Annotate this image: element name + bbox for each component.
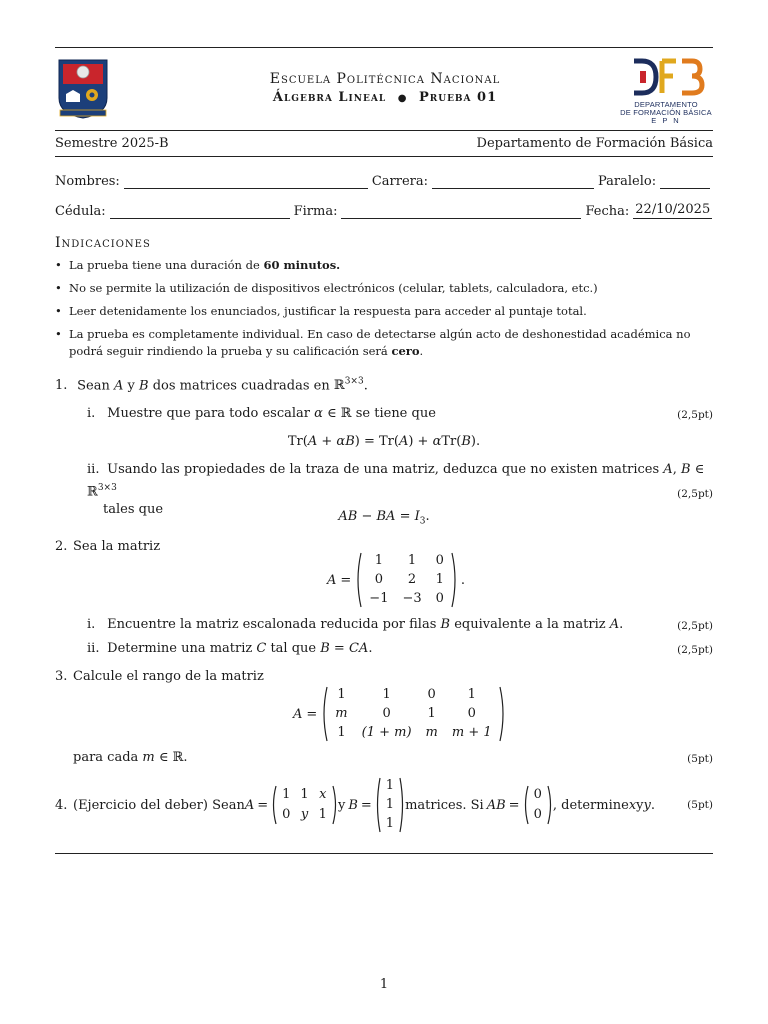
question-4: 4. (Ejercicio del deber) Sean A = 1 1 x 0 y 1 y B = 1 1 1 matrices. Si AB = 0 0 , determine x y y . (5pt) — [55, 780, 713, 830]
matrix-entry: 1 — [435, 571, 444, 587]
q1-commutator-equation: AB − BA = $I_3$. — [338, 509, 430, 527]
matrix-row — [362, 589, 451, 608]
indicacion-item: • La prueba tiene una duración de 60 minutos. — [55, 257, 715, 274]
matrix-row — [328, 705, 498, 724]
nombres-field[interactable] — [124, 176, 368, 189]
firma-field[interactable] — [341, 206, 581, 219]
title-block — [160, 71, 610, 105]
fecha-label: Fecha: — [585, 204, 630, 219]
matrix-row — [362, 552, 451, 571]
indicaciones-list — [55, 257, 715, 364]
q1-trace-equation: Tr(A + αB) = Tr(A) + αTr(B). — [287, 434, 481, 449]
question-2: 2. Sea la matriz — [55, 539, 161, 554]
matrix-entry: 1 — [282, 787, 291, 802]
matrix-entry: 0 — [435, 553, 444, 569]
separator-dot: ● — [397, 93, 408, 104]
dfb-line2: DE FORMACIÓN BÁSICA — [620, 108, 712, 117]
matrix-row — [362, 571, 451, 590]
page-number: 1 — [379, 977, 389, 992]
matrix-entry: −3 — [402, 590, 422, 606]
course-name: Álgebra Lineal — [272, 90, 387, 105]
matrix-entry: 1 — [385, 778, 395, 794]
matrix-entry: 0 — [282, 807, 291, 822]
semester-label: Semestre 2025-B — [55, 136, 169, 151]
bottom-rule — [55, 853, 713, 854]
q4-matrix-zero — [523, 785, 553, 825]
top-rule — [55, 47, 713, 48]
question-3: 3. Calcule el rango de la matriz — [55, 669, 264, 684]
fecha-value: 22/10/2025 — [635, 202, 711, 217]
matrix-entry: 1 — [337, 687, 346, 703]
q2-matrix-equation: A = 1 1 0 0 2 1 −1 −3 0 . — [327, 552, 465, 608]
matrix-entry: 0 — [467, 705, 476, 721]
q3-matrix — [321, 686, 505, 742]
matrix-entry: x — [319, 787, 327, 802]
matrix-entry: 0 — [427, 687, 436, 703]
q2ii-points: (2,5pt) — [677, 644, 713, 656]
matrix-entry: −1 — [369, 590, 389, 606]
matrix-row — [381, 814, 399, 833]
dfb-line3: E P N — [651, 116, 681, 125]
matrix-row — [328, 686, 498, 705]
indicaciones-heading: Indicaciones — [55, 235, 151, 251]
matrix-entry: (1 + m) — [361, 724, 412, 740]
indicacion-item: • Leer detenidamente los enunciados, justificar la respuesta para acceder al puntaje total. — [55, 303, 715, 320]
question-1-ii: ii. Usando las propiedades de la traza de una matriz, deduzca que no existen matrices A, B ∈ ℝ$^{3\times 3}$ tales que (2,5pt) — [87, 462, 713, 518]
nombres-label: Nombres: — [55, 174, 120, 189]
form-row-2 — [55, 202, 713, 219]
matrix-entry: 1 — [427, 705, 436, 721]
dfb-logo — [618, 57, 714, 125]
q4-matrix-a — [271, 785, 338, 825]
institution-title: Escuela Politécnica Nacional — [269, 71, 501, 87]
indicacion-item: • La prueba es completamente individual. En caso de detectarse algún acto de deshonestidad académica no podrá seguir rindiendo la prueba y su calificación será cero. — [55, 326, 715, 360]
q1i-points: (2,5pt) — [677, 409, 713, 421]
question-1: 1. Sean A y B dos matrices cuadradas en ℝ$^{3\times 3}$. — [55, 377, 368, 394]
form-row-1 — [55, 174, 713, 189]
matrix-entry: 1 — [385, 815, 395, 831]
matrix-row — [328, 723, 498, 742]
matrix-entry: y — [300, 807, 309, 822]
matrix-entry: 0 — [533, 787, 542, 802]
matrix-entry: 0 — [374, 571, 384, 587]
matrix-entry: 1 — [382, 687, 391, 703]
q3-tail: para cada m ∈ ℝ. (5pt) — [73, 750, 713, 765]
carrera-field[interactable] — [432, 176, 594, 189]
semester-rule — [55, 156, 713, 157]
matrix-entry: m — [335, 705, 348, 721]
matrix-entry: m — [425, 724, 438, 740]
matrix-entry: 1 — [374, 553, 384, 569]
dfb-line1: DEPARTAMENTO — [634, 100, 698, 109]
question-2-i: i. Encuentre la matriz escalonada reducida por filas B equivalente a la matriz A. (2,5pt) — [87, 617, 713, 632]
matrix-row — [529, 785, 547, 805]
matrix-entry: 1 — [318, 807, 327, 822]
cedula-label: Cédula: — [55, 204, 106, 219]
matrix-entry: 0 — [382, 705, 391, 721]
exam-name: Prueba 01 — [418, 90, 498, 105]
carrera-label: Carrera: — [371, 174, 428, 189]
matrix-entry: 1 — [407, 553, 417, 569]
paralelo-field[interactable] — [660, 176, 710, 189]
matrix-entry: 1 — [467, 687, 476, 703]
q3-points: (5pt) — [687, 753, 713, 765]
matrix-entry: 2 — [407, 571, 417, 587]
firma-label: Firma: — [293, 204, 338, 219]
question-2-ii: ii. Determine una matriz C tal que B = CA. (2,5pt) — [87, 641, 713, 656]
matrix-row — [277, 805, 332, 825]
dfb-letters-icon — [618, 57, 714, 97]
department-label: Departamento de Formación Básica — [476, 136, 713, 151]
q1ii-points: (2,5pt) — [677, 488, 713, 500]
matrix-entry: 1 — [337, 724, 346, 740]
q4-points: (5pt) — [687, 799, 713, 811]
matrix-entry: 0 — [533, 807, 542, 822]
matrix-entry: 0 — [435, 590, 444, 606]
course-exam-line — [160, 90, 610, 105]
q4-matrix-b — [375, 777, 405, 833]
q2i-points: (2,5pt) — [677, 620, 713, 632]
question-1-i: i. Muestre que para todo escalar α ∈ ℝ se tiene que (2,5pt) — [87, 406, 713, 421]
matrix-entry: 1 — [300, 787, 309, 802]
epn-logo — [55, 58, 111, 120]
indicacion-item: • No se permite la utilización de dispositivos electrónicos (celular, tablets, calculadora, etc.) — [55, 280, 715, 297]
paralelo-label: Paralelo: — [597, 174, 657, 189]
matrix-row — [381, 777, 399, 796]
cedula-field[interactable] — [110, 206, 290, 219]
q2-matrix — [355, 552, 458, 608]
matrix-row — [381, 796, 399, 815]
matrix-entry: m + 1 — [451, 724, 492, 740]
matrix-row — [529, 805, 547, 825]
q3-matrix-equation: A = 1 1 0 1 m 0 1 0 1 (1 + m) m m + 1 — [293, 686, 506, 742]
header-rule — [55, 130, 713, 131]
semester-row — [55, 136, 713, 151]
matrix-row — [277, 785, 332, 805]
matrix-entry: 1 — [385, 796, 395, 812]
